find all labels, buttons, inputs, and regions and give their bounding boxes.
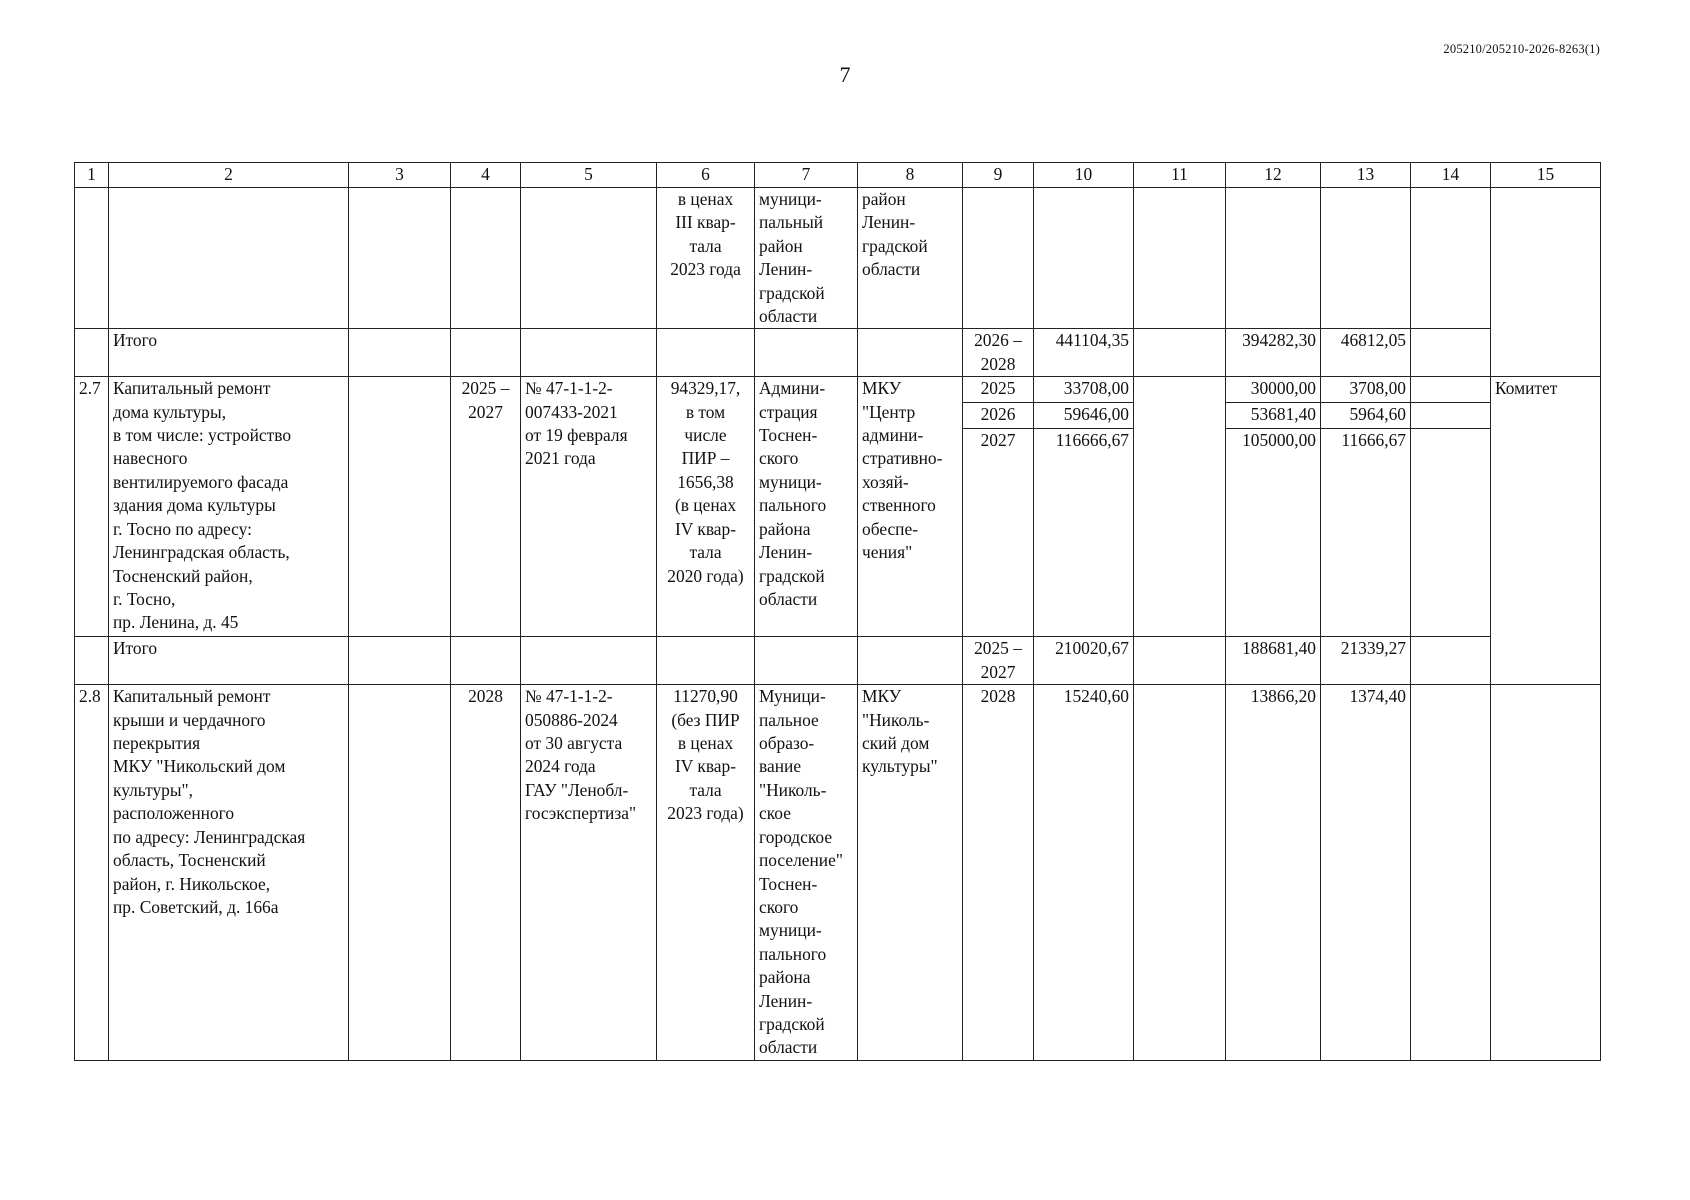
cell: [1411, 188, 1491, 329]
cell-line: III квар-: [675, 212, 736, 233]
table-row: [75, 685, 1601, 1061]
cell-line: Ленин-: [759, 542, 813, 563]
col-header-15: 15: [1491, 163, 1601, 188]
cell-line: от 30 августа: [525, 733, 623, 754]
cell: [1134, 637, 1226, 685]
total-regional: 394282,30: [1226, 329, 1321, 377]
page-number: 7: [839, 62, 851, 87]
cell-line: вентилируемого фасада: [113, 471, 289, 492]
cell-line: городское: [759, 826, 833, 847]
cell: [1491, 685, 1601, 1061]
total-period: [963, 637, 1034, 685]
cell-line: расположенного: [113, 803, 235, 824]
customer-cell: [755, 685, 858, 1061]
cell-line: 2025 –: [974, 638, 1022, 659]
cell-line: "Николь-: [862, 709, 930, 730]
cell-line: (в ценах: [674, 495, 737, 516]
cell-line: район: [862, 189, 906, 209]
cell-line: Админи-: [759, 378, 826, 399]
executor-cell: [858, 685, 963, 1061]
local-cell: 3708,00: [1321, 377, 1411, 403]
cell: [1491, 188, 1601, 377]
cell-line: 1656,38: [677, 471, 734, 492]
local-cell: 11666,67: [1321, 429, 1411, 637]
col-header-3: 3: [349, 163, 451, 188]
col-header-8: 8: [858, 163, 963, 188]
regional-cell: 13866,20: [1226, 685, 1321, 1061]
cell-line: поселение": [759, 850, 843, 871]
cell-line: IV квар-: [674, 518, 737, 539]
col-header-9: 9: [963, 163, 1034, 188]
cell-line: Ленин-: [759, 990, 813, 1011]
cell-line: страция: [759, 401, 818, 422]
cell-line: 007433-2021: [525, 401, 618, 422]
cell-line: Тосненский район,: [113, 565, 253, 586]
cell-line: градской: [759, 565, 825, 586]
object-name-cell: [109, 377, 349, 637]
cell-line: муници-: [759, 189, 822, 209]
year-cell: 2027: [963, 429, 1034, 637]
cell-line: "Николь-: [759, 779, 827, 800]
cell-line: культуры": [862, 756, 938, 777]
cell-line: МКУ: [862, 378, 902, 399]
year-cell: 2026: [963, 403, 1034, 429]
cell-line: в том числе: устройство: [113, 425, 292, 446]
cell-line: № 47-1-1-2-: [525, 686, 613, 707]
cell-line: в ценах: [677, 189, 734, 209]
cell-line: ского: [759, 448, 799, 469]
cell-line: ского: [759, 896, 799, 917]
cont-price-cell: [657, 188, 755, 329]
cell-line: 2028: [980, 353, 1016, 374]
cell-line: в том: [685, 401, 726, 422]
cell: [451, 188, 521, 329]
cell-line: 2024 года: [525, 756, 596, 777]
col-header-7: 7: [755, 163, 858, 188]
document-id: 205210/205210-2026-8263(1): [1443, 42, 1600, 56]
executor-cell: [858, 377, 963, 637]
cell-line: градской: [759, 282, 825, 303]
cell-line: области: [759, 1037, 818, 1058]
cell-line: район, г. Никольское,: [113, 873, 271, 894]
cell-line: здания дома культуры: [113, 495, 276, 516]
cell-line: тала: [689, 779, 722, 800]
cell-line: Ленин-: [862, 212, 916, 233]
cell: [755, 329, 858, 377]
period-cell: [451, 377, 521, 637]
col-header-1: 1: [75, 163, 109, 188]
cell: [755, 637, 858, 685]
cell-line: 050886-2024: [525, 709, 618, 730]
customer-cell: [755, 377, 858, 637]
cell-line: 94329,17,: [670, 378, 741, 399]
cell-line: ПИР –: [681, 448, 730, 469]
object-name-cell: [109, 685, 349, 1061]
cell-line: от 19 февраля: [525, 425, 628, 446]
estimated-cost-cell: [657, 377, 755, 637]
sum-cell: 116666,67: [1034, 429, 1134, 637]
column-number-row: [75, 163, 1601, 188]
cell-line: муници-: [759, 471, 822, 492]
cell-line: ственного: [862, 495, 936, 516]
col-header-2: 2: [109, 163, 349, 188]
total-regional: 188681,40: [1226, 637, 1321, 685]
cell: [657, 637, 755, 685]
cell: [349, 188, 451, 329]
cell-line: 2020 года): [667, 565, 744, 586]
cell-line: области: [862, 259, 921, 280]
cell-line: хозяй-: [862, 471, 909, 492]
cont-customer-cell: [755, 188, 858, 329]
cont-executor-cell: [858, 188, 963, 329]
cell: [1411, 403, 1491, 429]
cell-line: чения": [862, 542, 913, 563]
cell-line: обеспе-: [862, 518, 919, 539]
sum-cell: 59646,00: [1034, 403, 1134, 429]
col-header-12: 12: [1226, 163, 1321, 188]
col-header-4: 4: [451, 163, 521, 188]
cell-line: района: [759, 967, 811, 988]
total-local: 21339,27: [1321, 637, 1411, 685]
regional-cell: 105000,00: [1226, 429, 1321, 637]
cell-line: ГАУ "Ленобл-: [525, 779, 629, 800]
program-table: [74, 162, 1601, 1061]
cell-line: пальный: [759, 212, 824, 233]
cell: [1134, 685, 1226, 1061]
cell: [1411, 329, 1491, 377]
cell: [75, 637, 109, 685]
cell-line: стративно-: [862, 448, 943, 469]
cell-line: пального: [759, 495, 827, 516]
regional-cell: 53681,40: [1226, 403, 1321, 429]
cell-line: градской: [759, 1013, 825, 1034]
cell: [1134, 377, 1226, 637]
cell-line: 2023 года: [670, 259, 741, 280]
cell: [1411, 377, 1491, 403]
col-header-10: 10: [1034, 163, 1134, 188]
cell-line: перекрытия: [113, 733, 201, 754]
cell-line: в ценах: [677, 733, 734, 754]
sum-cell: 15240,60: [1034, 685, 1134, 1061]
cell: [1411, 685, 1491, 1061]
cell-line: (без ПИР: [671, 709, 740, 730]
year-cell: 2025: [963, 377, 1034, 403]
cell-line: Ленинградская область,: [113, 542, 290, 563]
cell-line: культуры",: [113, 779, 193, 800]
cell-line: пр. Ленина, д. 45: [113, 612, 239, 633]
total-local: 46812,05: [1321, 329, 1411, 377]
cell-line: навесного: [113, 448, 188, 469]
cell-line: госэкспертиза": [525, 803, 637, 824]
total-row: [75, 637, 1601, 685]
cell: [75, 188, 109, 329]
total-label: Итого: [109, 329, 349, 377]
cell: [521, 188, 657, 329]
cell-line: 2027: [980, 661, 1016, 682]
continuation-row: [75, 188, 1601, 329]
cell-line: № 47-1-1-2-: [525, 378, 613, 399]
regional-cell: 30000,00: [1226, 377, 1321, 403]
cell-line: МКУ: [862, 686, 902, 707]
period-cell: 2028: [451, 685, 521, 1061]
cell-line: район: [759, 235, 803, 256]
row-number: 2.7: [75, 377, 109, 637]
cell-line: по адресу: Ленинградская: [113, 826, 306, 847]
cell-line: 11270,90: [673, 686, 738, 707]
cell-line: области: [759, 588, 818, 609]
local-cell: 5964,60: [1321, 403, 1411, 429]
cell: [109, 188, 349, 329]
cell-line: Тоснен-: [759, 425, 818, 446]
cell-line: области: [759, 306, 818, 327]
sum-cell: 33708,00: [1034, 377, 1134, 403]
cell-line: пр. Советский, д. 166а: [113, 896, 279, 917]
cell-line: Тоснен-: [759, 873, 818, 894]
cell-line: Капитальный ремонт: [113, 686, 271, 707]
col-header-5: 5: [521, 163, 657, 188]
cell: [657, 329, 755, 377]
cell-line: ский дом: [862, 733, 930, 754]
cell-line: 2027: [468, 401, 503, 422]
cell: [1321, 188, 1411, 329]
total-row: [75, 329, 1601, 377]
cell: [451, 637, 521, 685]
total-label: Итого: [109, 637, 349, 685]
cell: [858, 637, 963, 685]
cell: [75, 329, 109, 377]
col-header-11: 11: [1134, 163, 1226, 188]
cell-line: района: [759, 518, 811, 539]
cell: [1411, 429, 1491, 637]
cell: [963, 188, 1034, 329]
cell-line: муници-: [759, 920, 822, 941]
cell: [858, 329, 963, 377]
cell-line: 2021 года: [525, 448, 596, 469]
cell-line: образо-: [759, 733, 815, 754]
cell-line: "Центр: [862, 401, 916, 422]
cell-line: градской: [862, 235, 928, 256]
cell-line: дома культуры,: [113, 401, 227, 422]
cell-line: числе: [684, 425, 727, 446]
cell-line: 2025 –: [461, 378, 510, 399]
cell-line: IV квар-: [674, 756, 737, 777]
cell-line: тала: [689, 235, 722, 256]
cell-line: Капитальный ремонт: [113, 378, 271, 399]
cell-line: пального: [759, 943, 827, 964]
cell: [1134, 188, 1226, 329]
total-period: [963, 329, 1034, 377]
total-sum: 441104,35: [1034, 329, 1134, 377]
year-cell: 2028: [963, 685, 1034, 1061]
cell-line: область, Тосненский: [113, 850, 266, 871]
cell-line: Муници-: [759, 686, 826, 707]
cell-line: админи-: [862, 425, 924, 446]
cell-line: г. Тосно по адресу:: [113, 518, 252, 539]
cell-line: ское: [759, 803, 791, 824]
cell: [451, 329, 521, 377]
cell-line: пальное: [759, 709, 819, 730]
cell: [349, 329, 451, 377]
col-header-14: 14: [1411, 163, 1491, 188]
cell-line: Ленин-: [759, 259, 813, 280]
expertise-cell: [521, 685, 657, 1061]
cell: [1411, 637, 1491, 685]
cell-line: тала: [689, 542, 722, 563]
cell: [1226, 188, 1321, 329]
col-header-13: 13: [1321, 163, 1411, 188]
cell-line: 2023 года): [667, 803, 744, 824]
cell: [1134, 329, 1226, 377]
cell-line: вание: [759, 756, 802, 777]
total-sum: 210020,67: [1034, 637, 1134, 685]
col-header-6: 6: [657, 163, 755, 188]
cell-line: крыши и чердачного: [113, 709, 266, 730]
cell-line: г. Тосно,: [113, 588, 176, 609]
cell: [349, 377, 451, 637]
cell-line: 2026 –: [974, 330, 1022, 351]
responsible-cell: Комитет: [1491, 377, 1601, 685]
cell: [349, 685, 451, 1061]
cell: [349, 637, 451, 685]
expertise-cell: [521, 377, 657, 637]
estimated-cost-cell: [657, 685, 755, 1061]
cell: [521, 637, 657, 685]
table-row: [75, 377, 1601, 403]
cell: [1034, 188, 1134, 329]
row-number: 2.8: [75, 685, 109, 1061]
cell: [521, 329, 657, 377]
cell-line: МКУ "Никольский дом: [113, 756, 286, 777]
local-cell: 1374,40: [1321, 685, 1411, 1061]
